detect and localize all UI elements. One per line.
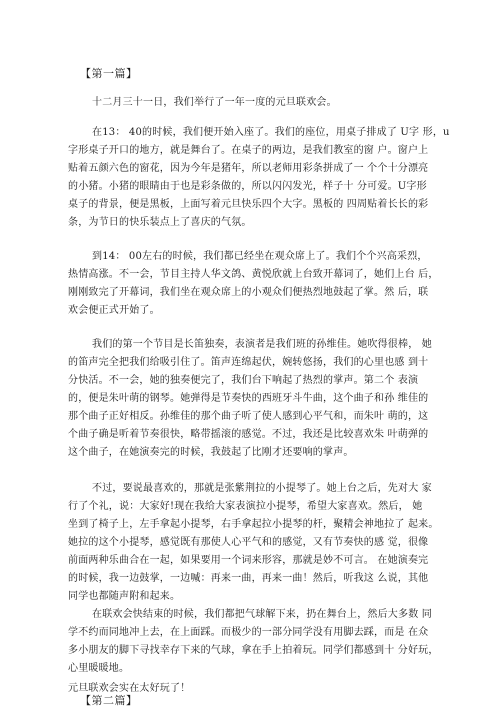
paragraph-5-line-5: 前面两种乐曲合在一起，如果要用一个词来形容，那就是妙不可言。 在她演奏完 (68, 555, 429, 566)
paragraph-5-line-1: 不过，要说最喜欢的，那就是张紫荆拉的小提琴了。她上台之后，先对大 家 (92, 483, 432, 494)
paragraph-4-line-3: 分快活。不一会，她的独奏便完了，我们台下响起了热烈的掌声。第二个 表演 (68, 375, 419, 386)
paragraph-4-line-2: 的笛声完全把我们给吸引住了。笛声连绵起伏，婉转悠扬，我们的心里也感 到十 (68, 357, 429, 368)
paragraph-6-line-3: 多小朋友的脚下寻找幸存下来的气球，拿在手上拍着玩。同学们都感到十 分好玩， (68, 645, 439, 656)
section-heading-2: 【第二篇】 (80, 694, 138, 707)
paragraph-4-line-6: 个曲子确是听着节奏很快，略带摇滚的感觉。不过，我还是比较喜欢朱 叶萌弹的 (68, 429, 429, 440)
paragraph-5-line-2: 行了个礼，说：大家好!现在我给大家表演拉小提琴，希望大家喜欢。然后， 她 (68, 501, 423, 512)
paragraph-2-line-5: 桌子的背景，便是黑板，上面写着元旦快乐四个大字。黑板的 四周贴着长长的彩 (68, 199, 429, 210)
paragraph-4-line-5: 那个曲子正好相反。孙维佳的那个曲子听了使人感到心平气和，而朱叶 萌的，这 (68, 411, 429, 422)
paragraph-3-line-3: 刚刚致完了开幕词，我们坐在观众席上的小观众们便热烈地鼓起了掌。然 后，联 (68, 287, 429, 298)
paragraph-7-line-1: 元旦联欢会实在太好玩了！ (68, 683, 191, 694)
paragraph-3-line-1: 到14： 00左右的时候，我们都已经坐在观众席上了。我们个个兴高采烈， (92, 251, 428, 262)
paragraph-2-line-4: 的小猪。小猪的眼睛由于也是彩条做的，所以闪闪发光，样子十 分可爱。U字形 (68, 181, 427, 192)
paragraph-4-line-7: 这个曲子，在她演奏完的时候，我鼓起了比刚才还要响的掌声。 (68, 447, 354, 458)
paragraph-6-line-1: 在联欢会快结束的时候，我们都把气球解下来，扔在舞台上，然后大多数 同 (92, 609, 432, 620)
paragraph-4-line-4: 的，便是朱叶萌的钢琴。她弹得是节奏快的西班牙斗牛曲，这个曲子和孙 维佳的 (68, 393, 429, 404)
paragraph-3-line-2: 热情高涨。不一会，节目主持人华文鸽、黄悦欣就上台致开幕词了，她们上台 后， (68, 269, 439, 280)
paragraph-2-line-2: 字形桌子开口的地方，就是舞台了。在桌子的两边，是我们教室的窗 户。窗户上 (68, 145, 429, 156)
paragraph-5-line-4: 她拉的这个小提琴，感觉既有那使人心平气和的感觉，又有节奏快的感 觉，很像 (68, 537, 429, 548)
paragraph-5-line-6: 的时候，我一边鼓掌，一边喊：再来一曲，再来一曲！然后，听我这 么说，其他 (68, 573, 429, 584)
section-heading-1: 【第一篇】 (80, 67, 138, 80)
paragraph-2-line-6: 条，为节日的快乐装点上了喜庆的气氛。 (68, 217, 252, 228)
paragraph-2-line-3: 贴着五颜六色的窗花，因为今年是猪年，所以老师用彩条拼成了一 个个十分漂亮 (68, 163, 429, 174)
paragraph-6-line-4: 心里暖暖地。 (68, 663, 130, 674)
paragraph-5-line-7: 同学也都随声附和起来。 (68, 591, 181, 602)
paragraph-6-line-2: 学不约而同地冲上去，在上面踩。而极少的一部分同学没有用脚去踩，而是 在众 (68, 627, 429, 638)
paragraph-1-line-1: 十二月三十一日，我们举行了一年一度的元旦联欢会。 (92, 97, 337, 108)
paragraph-5-line-3: 坐到了椅子上，左手拿起小提琴，右手拿起拉小提琴的杆，聚精会神地拉了 起来。 (68, 519, 439, 530)
paragraph-4-line-1: 我们的第一个节目是长笛独奏，表演者是我们班的孙维佳。她吹得很棒， 她 (92, 339, 432, 350)
paragraph-3-line-4: 欢会便正式开始了。 (68, 305, 160, 316)
paragraph-2-line-1: 在13： 40的时候，我们便开始入座了。我们的座位，用桌子排成了 U字 形，u (92, 127, 450, 138)
